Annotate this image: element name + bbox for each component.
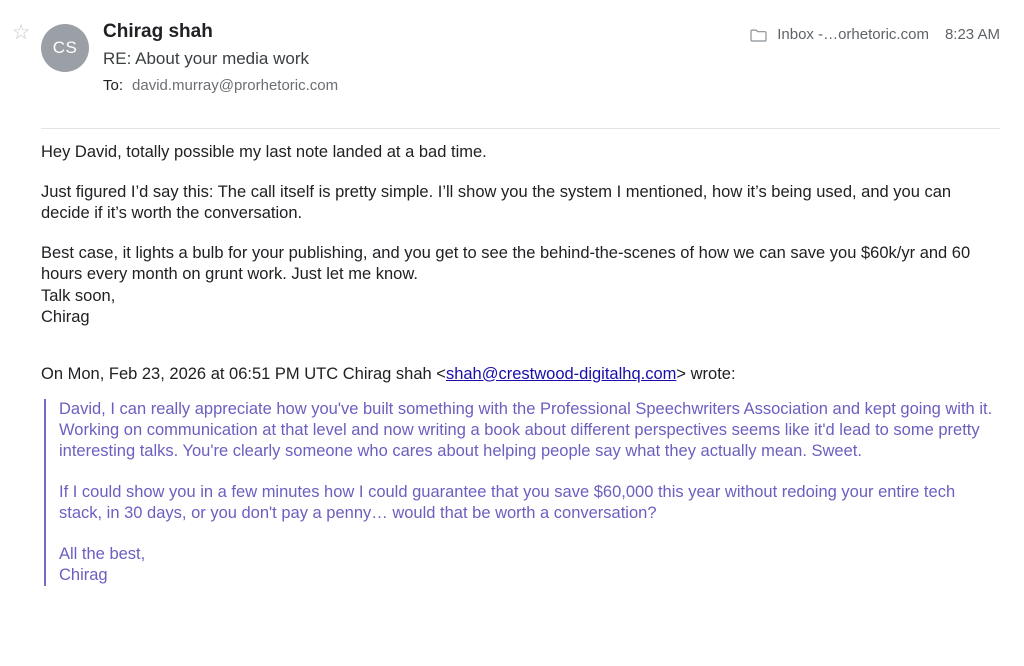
email-meta — [750, 26, 1000, 43]
header-divider — [41, 128, 1000, 129]
quoted-paragraph: If I could show you in a few minutes how I could guarantee that you save $60,000 this year without redoing your entire tech stack, in 30 days, or you don't pay a penny… would that be worth a conversation? — [59, 482, 956, 522]
sender-name: Chirag shah — [103, 21, 213, 42]
quoted-sign-off: All the best, — [59, 544, 146, 563]
quote-attribution-suffix: > wrote: — [676, 364, 736, 383]
recipient-address[interactable]: david.murray@prorhetoric.com — [132, 77, 339, 94]
quote-sender-email-link[interactable]: shah@crestwood-digitalhq.com — [445, 364, 677, 383]
mailbox-label[interactable]: Inbox -…orhetoric.com — [777, 26, 929, 43]
recipient-row — [103, 76, 1000, 96]
sign-name: Chirag — [41, 308, 90, 326]
quoted-sign-name: Chirag — [59, 565, 108, 584]
email-body — [41, 142, 1000, 586]
quoted-paragraph: David, I can really appreciate how you've built something with the Professional Speechwriters Association and kept going with it. Working on communication at that level and now writing a book about different perspectives seems like it'd lead to some pretty interesting talks. You're clearly someone who cares about helping people say what they actually mean. Sweet. — [59, 399, 993, 460]
signature-block — [41, 286, 1000, 329]
email-subject: RE: About your media work — [103, 49, 309, 68]
quoted-message — [44, 399, 1000, 586]
avatar: CS — [41, 24, 89, 72]
quote-attribution — [41, 363, 1000, 385]
email-header — [0, 0, 1024, 128]
timestamp: 8:23 AM — [944, 26, 1000, 43]
folder-icon — [750, 29, 767, 42]
sign-off: Talk soon, — [41, 286, 116, 305]
body-paragraph: Best case, it lights a bulb for your publishing, and you get to see the behind-the-scenes of how we can save you $60k/yr and 60 hours every month on grunt work. Just let me know. — [41, 243, 971, 283]
body-paragraph: Just figured I’d say this: The call itself is pretty simple. I’ll show you the system I mentioned, how it’s being used, and you can decide if it’s worth the conversation. — [41, 182, 952, 222]
recipient-label: To: — [103, 77, 124, 94]
body-paragraph: Hey David, totally possible my last note landed at a bad time. — [41, 143, 487, 161]
star-icon[interactable]: ☆ — [11, 21, 31, 44]
quote-attribution-prefix: On Mon, Feb 23, 2026 at 06:51 PM UTC Chirag shah < — [41, 364, 446, 383]
